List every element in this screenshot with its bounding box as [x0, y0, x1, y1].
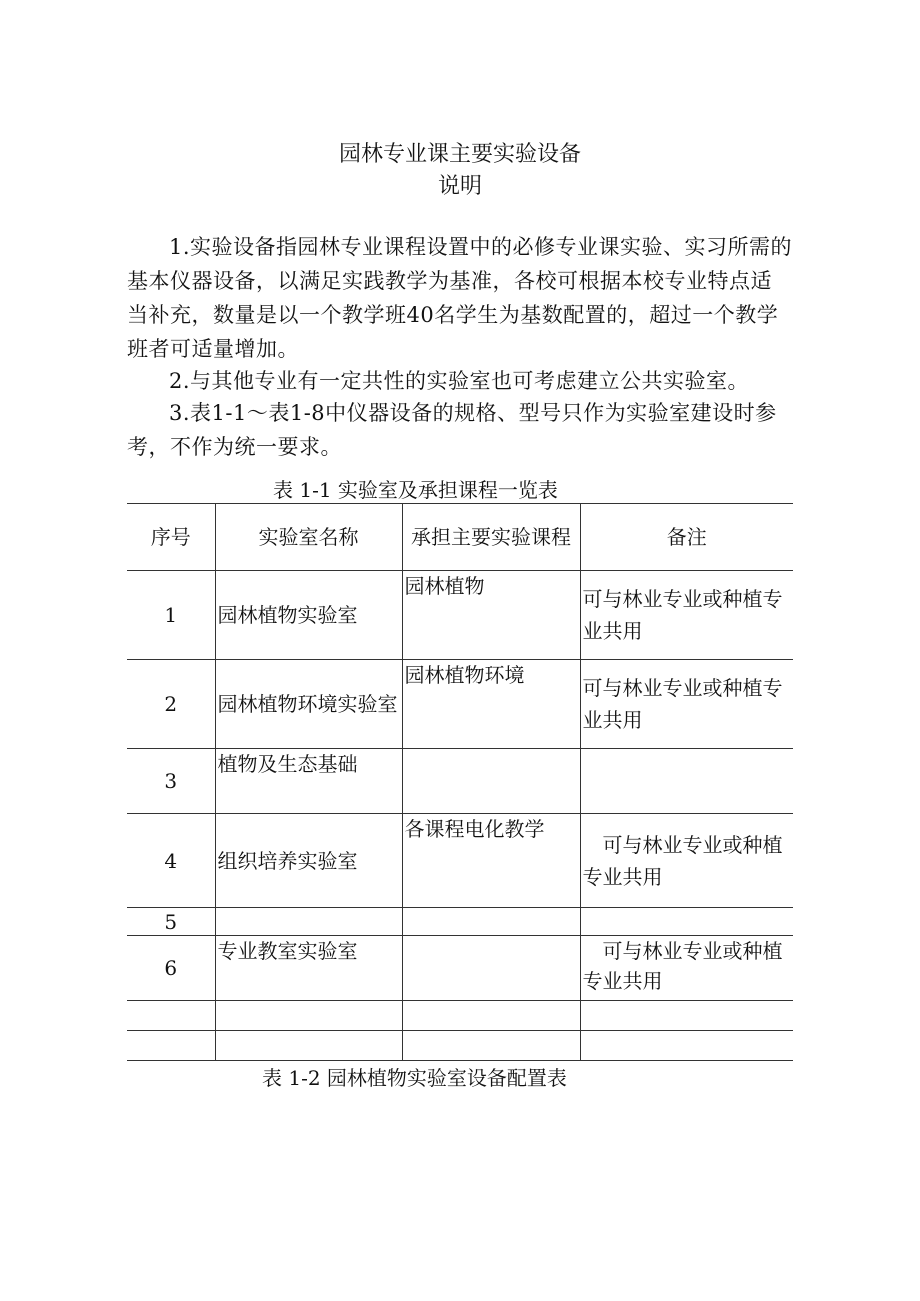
cell-course [402, 908, 580, 936]
cell-note [580, 1031, 793, 1061]
document-subtitle: 说明 [437, 174, 482, 199]
cell-course: 各课程电化教学 [402, 814, 580, 908]
table-row [127, 1031, 793, 1061]
table-row [127, 1001, 793, 1031]
cell-course: 园林植物环境 [402, 660, 580, 749]
cell-course [402, 936, 580, 1001]
cell-course [402, 749, 580, 814]
paragraph-2: 2.与其他专业有一定共性的实验室也可考虑建立公共实验室。 [169, 369, 750, 393]
cell-lab-name: 专业教室实验室 [215, 936, 402, 1001]
table1-caption: 表 1-1 实验室及承担课程一览表 [273, 478, 558, 502]
cell-no [127, 1031, 215, 1061]
cell-course [402, 1031, 580, 1061]
cell-no: 4 [127, 814, 215, 908]
cell-no [127, 1001, 215, 1031]
cell-note: 可与林业专业或种植专业共用 [580, 660, 793, 749]
cell-lab-name [215, 908, 402, 936]
cell-note [580, 1001, 793, 1031]
cell-course [402, 1001, 580, 1031]
cell-note: 可与林业专业或种植专业共用 [580, 814, 793, 908]
paragraph-3: 3.表1-1～表1-8中仪器设备的规格、型号只作为实验室建设时参考，不作为统一要求。 [127, 401, 777, 459]
table-row [127, 936, 793, 1001]
cell-no: 6 [127, 936, 215, 1001]
cell-lab-name: 园林植物环境实验室 [215, 660, 402, 749]
table-header-row [127, 504, 793, 571]
cell-no: 2 [127, 660, 215, 749]
document-title: 园林专业课主要实验设备 [338, 142, 581, 167]
cell-note: 可与林业专业或种植专业共用 [580, 936, 793, 1001]
cell-note [580, 749, 793, 814]
cell-lab-name: 组织培养实验室 [215, 814, 402, 908]
table-row [127, 571, 793, 660]
header-course: 承担主要实验课程 [402, 504, 580, 571]
header-lab-name: 实验室名称 [215, 504, 402, 571]
cell-no: 5 [127, 908, 215, 936]
table2-caption: 表 1-2 园林植物实验室设备配置表 [262, 1066, 567, 1090]
cell-lab-name [215, 1001, 402, 1031]
header-no: 序号 [127, 504, 215, 571]
lab-course-table [127, 503, 793, 1061]
table-row [127, 660, 793, 749]
table-row [127, 749, 793, 814]
cell-lab-name: 植物及生态基础 [215, 749, 402, 814]
cell-note: 可与林业专业或种植专业共用 [580, 571, 793, 660]
table-row [127, 814, 793, 908]
header-note: 备注 [580, 504, 793, 571]
paragraph-1: 1.实验设备指园林专业课程设置中的必修专业课实验、实习所需的基本仪器设备，以满足实践教学为基准，各校可根据本校专业特点适当补充，数量是以一个教学班40名学生为基数配置的，超过一个教学班者可适量增加。 [127, 235, 793, 361]
cell-no: 1 [127, 571, 215, 660]
table-row [127, 908, 793, 936]
cell-no: 3 [127, 749, 215, 814]
cell-note [580, 908, 793, 936]
cell-course: 园林植物 [402, 571, 580, 660]
cell-lab-name: 园林植物实验室 [215, 571, 402, 660]
cell-lab-name [215, 1031, 402, 1061]
